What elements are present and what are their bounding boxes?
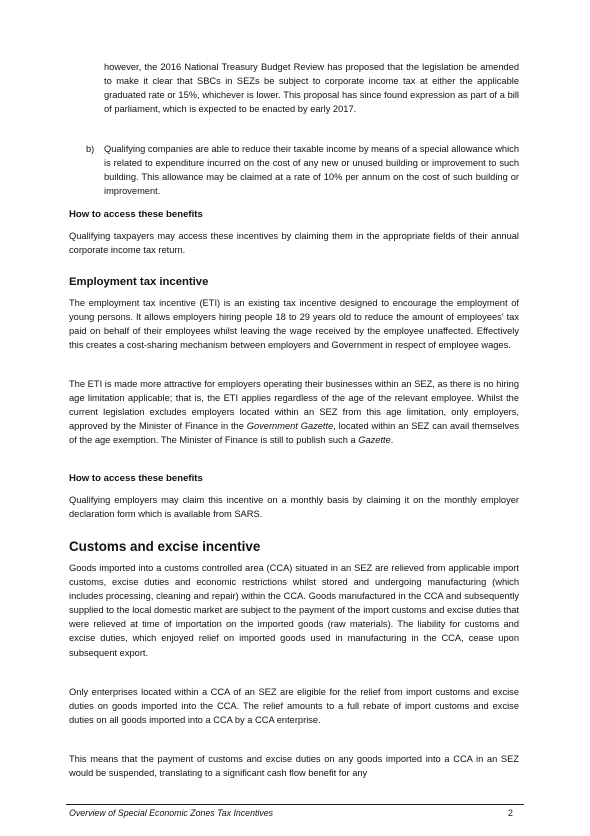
footer-divider [66,804,524,805]
paragraph: Only enterprises located within a CCA of an SEZ are eligible for the relief from import customs and excise duties on goods imported into the CCA. The relief amounts to a full rebate of import customs and excise duties on all goods imported into a CCA by a CCA enterprise. [69,687,519,726]
italic-text: Government Gazette [246,421,334,432]
paragraph: The ETI is made more attractive for employers operating their businesses within an SEZ, as there is no hiring age limitation applicable; that is, the ETI applies regardless of the age of the relevant employee. Whilst the current legislation excludes employers located within an SEZ from this age limitation, only employers, approved by the Minister of Finance in the Government Gazette, located within an SEZ can avail themselves of the age exemption. The Minister of Finance is still to publish such a Gazette. [69,379,519,446]
paragraph: Qualifying taxpayers may access these incentives by claiming them in the appropriate fields of their annual corporate income tax return. [69,231,519,256]
italic-text: Gazette [358,435,391,446]
paragraph: Qualifying employers may claim this incentive on a monthly basis by claiming it on the monthly employer declaration form which is available from SARS. [69,495,519,520]
paragraph: This means that the payment of customs and excise duties on any goods imported into a CCA in an SEZ would be suspended, translating to a significant cash flow benefit for any [69,754,519,779]
section-heading-customs: Customs and excise incentive [69,539,261,554]
list-item-text: Qualifying companies are able to reduce their taxable income by means of a special allowance which is related to expenditure incurred on the cost of any new or unused building or improvement to such building. This allowance may be claimed at a rate of 10% per annum on the cost of such building or improvement. [104,144,519,197]
paragraph: Goods imported into a customs controlled area (CCA) situated in an SEZ are relieved from applicable import customs, excise duties and economic restrictions whilst stored and undergoing manufacturing (which includes processing, cleaning and repair) within the CCA. Goods manufactured in the CCA and subsequently supplied to the local domestic market are subject to the payment of the import customs and excise duties that were relieved at time of importation on the imported goods (raw materials). The liability for customs and excise duties, which enjoyed relief on imported goods used in manufacturing in the CCA, cease upon subsequent export. [69,563,519,658]
list-item-marker: b) [86,144,95,154]
section-subheading: How to access these benefits [69,473,203,484]
section-subheading: How to access these benefits [69,209,203,220]
paragraph: The employment tax incentive (ETI) is an existing tax incentive designed to encourage the employment of young persons. It allows employers hiring people 18 to 29 years old to reduce the amount of employees' tax paid on behalf of their employees whilst leaving the wage received by the employee unaffected. Effectively this creates a cost-sharing mechanism between employers and Government in respect of employee wages. [69,298,519,351]
page-number: 2 [508,808,513,818]
section-heading-eti: Employment tax incentive [69,276,209,288]
footer-title: Overview of Special Economic Zones Tax Incentives [69,808,274,818]
continued-paragraph: however, the 2016 National Treasury Budget Review has proposed that the legislation be amended to make it clear that SBCs in SEZs be subject to corporate income tax at either the applicable graduated rate or 15%, whichever is lower. This proposal has since found expression as part of a bill of parliament, which is expected to be enacted by early 2017. [104,62,519,115]
